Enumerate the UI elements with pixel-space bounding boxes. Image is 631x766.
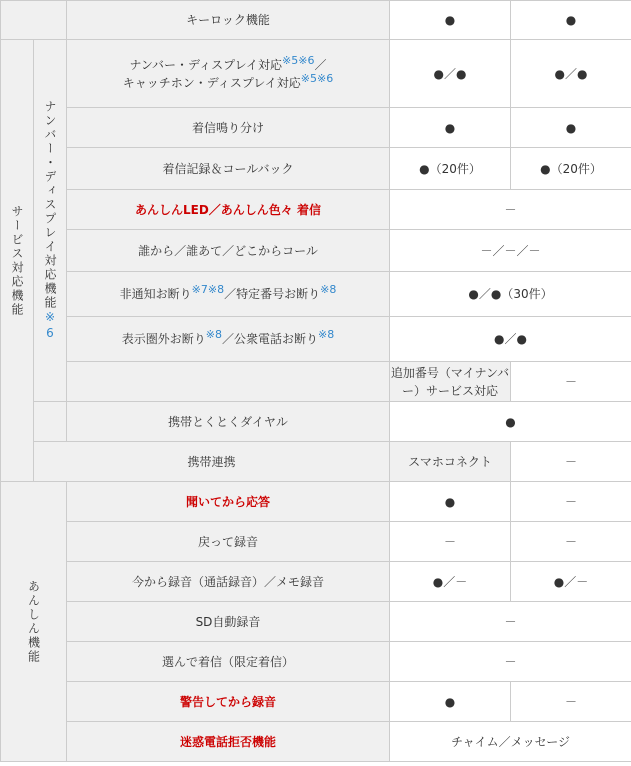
feature-label: 選んで着信（限定着信） (67, 642, 390, 682)
table-row (1, 40, 631, 108)
value-cell: ● (390, 682, 511, 722)
feature-label: 警告してから録音 (67, 682, 390, 722)
category-number-display-note: ※6 (43, 309, 57, 342)
note-mark: ※5※6 (282, 53, 315, 67)
note-mark: ※7※8 (191, 283, 225, 296)
table-row (1, 402, 631, 442)
table-row (1, 682, 631, 722)
category-anshin: あんしん機能 (1, 482, 67, 762)
value-cell: － (390, 522, 511, 562)
feature-label-a: ナンバー・ディスプレイ対応 (129, 57, 283, 72)
feature-label: 今から録音（通話録音）／メモ録音 (67, 562, 390, 602)
feature-label (67, 40, 390, 108)
table-row (1, 108, 631, 148)
value-cell: － (390, 642, 631, 682)
value-cell: ●／● (390, 40, 511, 108)
value-cell: － (511, 522, 631, 562)
category-mobile: 携帯連携 (34, 442, 390, 482)
note-mark: ※5※6 (300, 71, 334, 85)
value-cell: － (511, 442, 631, 482)
feature-separator: ／ (314, 57, 327, 72)
table-row (1, 1, 631, 40)
value-cell: ●／－ (390, 562, 511, 602)
value-cell: － (511, 362, 631, 402)
value-cell: － (390, 190, 631, 230)
feature-label: スマホコネクト (390, 442, 511, 482)
value-cell: ●（20件） (511, 148, 631, 190)
value-cell: ● (511, 1, 631, 40)
feature-label: キーロック機能 (67, 1, 390, 40)
note-mark: ※8 (320, 283, 337, 296)
table-row (1, 522, 631, 562)
feature-label-b: ／公衆電話お断り (222, 332, 319, 346)
category-cell-blank (1, 1, 67, 40)
note-mark: ※8 (205, 328, 222, 341)
value-cell: － (511, 682, 631, 722)
feature-label: 誰から／誰あて／どこからコール (67, 230, 390, 272)
feature-label: 携帯とくとくダイヤル (67, 402, 390, 442)
table-row (1, 362, 631, 402)
feature-label: あんしんLED／あんしん色々 着信 (67, 190, 390, 230)
value-cell: ● (390, 108, 511, 148)
table-row (1, 602, 631, 642)
table-row (1, 722, 631, 762)
feature-label-b: キャッチホン・ディスプレイ対応 (122, 75, 301, 90)
table-row (1, 642, 631, 682)
value-cell: ● (390, 402, 631, 442)
value-cell: ● (390, 1, 511, 40)
value-cell: ●／－ (511, 562, 631, 602)
table-row (1, 190, 631, 230)
category-number-display (34, 40, 67, 402)
category-number-display-label: ナンバー・ディスプレイ対応機能 (43, 99, 57, 310)
note-mark: ※8 (318, 328, 335, 341)
feature-label: 着信鳴り分け (67, 108, 390, 148)
feature-label-a: 非通知お断り (119, 287, 192, 301)
category-cell-blank (34, 402, 67, 442)
value-cell: ●／● (390, 317, 631, 362)
feature-label-b: ／特定番号お断り (224, 287, 321, 301)
value-cell: ● (511, 108, 631, 148)
value-cell: － (390, 602, 631, 642)
feature-label (67, 272, 390, 317)
feature-label: 迷惑電話拒否機能 (67, 722, 390, 762)
feature-label: 戻って録音 (67, 522, 390, 562)
table-row (1, 148, 631, 190)
feature-label (67, 317, 390, 362)
table-row (1, 230, 631, 272)
category-service: サービス対応機能 (1, 40, 34, 482)
category-cell-blank (67, 362, 390, 402)
feature-label: 聞いてから応答 (67, 482, 390, 522)
feature-label: SD自動録音 (67, 602, 390, 642)
value-cell: チャイム／メッセージ (390, 722, 631, 762)
value-cell: － (511, 482, 631, 522)
value-cell: ● (390, 482, 511, 522)
value-cell: ●／● (511, 40, 631, 108)
value-cell: ●／●（30件） (390, 272, 631, 317)
value-cell: －／－／－ (390, 230, 631, 272)
feature-label-a: 表示圏外お断り (121, 332, 206, 346)
feature-label: 追加番号（マイナンバー）サービス対応 (390, 362, 511, 402)
table-row (1, 482, 631, 522)
value-cell: ●（20件） (390, 148, 511, 190)
feature-label: 着信記録＆コールバック (67, 148, 390, 190)
table-row (1, 562, 631, 602)
table-row (1, 272, 631, 317)
table-row (1, 442, 631, 482)
table-row (1, 317, 631, 362)
